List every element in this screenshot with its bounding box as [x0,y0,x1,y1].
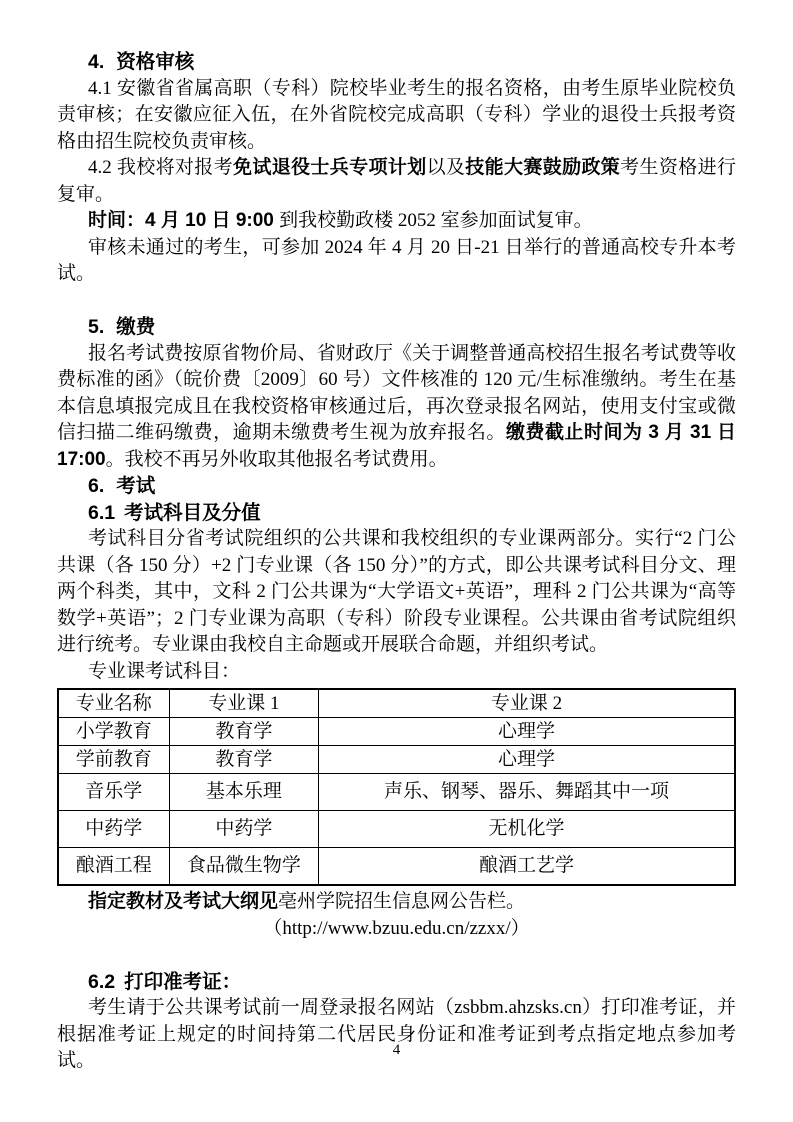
section-6-2-heading [57,969,736,996]
section-5-heading [57,314,736,341]
section-6-2-title: 打印准考证： [124,970,242,993]
bold-exempt-veterans-plan: 免试退役士兵专项计划 [233,157,427,178]
table-row [58,746,735,774]
para-4-2-text: 以及 [426,157,466,178]
para-interview-time-text: 到我校勤政楼 2052 室参加面试复审。 [279,210,593,231]
table-cell: 学前教育 [58,746,169,774]
para-review-fail: 审核未通过的考生，可参加 2024 年 4 月 20 日-21 日举行的普通高校专升本考试。 [57,236,736,284]
section-5-title: 缴费 [116,316,156,338]
section-6-heading [57,473,736,500]
para-payment-text: 报名考试费按原省物价局、省财政厅《关于调整普通高校招生报名考试费等收费标准的函》（皖价费〔2009〕60 号）文件核准的 120 元/生标准缴纳。考生在基本信息填报完成且在我校资格审核通过后，再次登录报名网站，使用支付宝或微信扫描二维码缴费，逾期未缴费考生视为放弃报名。 [57,342,736,443]
table-row [58,774,735,811]
table-header-cell-major: 专业名称 [58,689,169,718]
para-print-ticket: 考生请于公共课考试前一周登录报名网站（zsbbm.ahzsks.cn）打印准考证，并根据准考证上规定的时间持第二代居民身份证和准考证到考点指定地点参加考试。 [57,997,736,1071]
para-4-2-text: 4.2 我校将对报考 [88,157,233,178]
table-header-cell-subject1: 专业课 1 [169,689,319,718]
section-4-number: 4. [88,51,105,73]
table-cell: 声乐、钢琴、器乐、舞蹈其中一项 [319,774,735,811]
bold-textbook-outline: 指定教材及考试大纲见 [88,891,279,912]
para-exam-subjects: 考试科目分省考试院组织的公共课和我校组织的专业课两部分。实行“2 门公共课（各 150 分）+2 门专业课（各 150 分）”的方式，即公共课考试科目分文、理两个科类，其中，文科 2 门公共课为“大学语文+英语”，理科 2 门公共课为“高等数学+英语”；2 门专业课为高职（专科）阶段专业课程。公共课由省考试院组织进行统考。专业课由我校自主命题或开展联合命题，并组织考试。 [57,528,736,655]
table-cell: 无机化学 [319,811,735,848]
table-row [58,811,735,848]
section-6-1-number: 6.1 [88,501,116,524]
table-cell: 基本乐理 [169,774,319,811]
table-cell: 心理学 [319,746,735,774]
table-cell: 小学教育 [58,718,169,746]
section-4-heading [57,49,736,76]
table-cell: 教育学 [169,746,319,774]
section-5-number: 5. [88,316,105,338]
para-textbook-text: 亳州学院招生信息网公告栏。 [278,891,526,912]
para-payment [57,341,736,474]
para-textbook [57,889,736,916]
page-number: 4 [392,1042,401,1058]
table-header-row [58,689,735,718]
table-cell: 中药学 [58,811,169,848]
section-6-1-heading [57,500,736,527]
bold-interview-time: 时间：4 月 10 日 9:00 [88,210,280,231]
bold-payment-deadline: 缴费截止时间为 3 月 31 日 17:00 [57,422,736,470]
table-row [58,718,735,746]
section-6-number: 6. [88,475,105,497]
table-header-cell-subject2: 专业课 2 [319,689,735,718]
para-4-1: 4.1 安徽省省属高职（专科）院校毕业考生的报名资格，由考生原毕业院校负责审核；在安徽应征入伍，在外省院校完成高职（专科）学业的退役士兵报考资格由招生院校负责审核。 [57,77,736,152]
para-4-2-text: 考生资格进行复审。 [57,157,736,205]
table-row [58,848,735,886]
table-cell: 音乐学 [58,774,169,811]
admission-info-url: （http://www.bzuu.edu.cn/zzxx/） [263,917,530,939]
section-6-2-number: 6.2 [88,970,116,993]
table-cell: 心理学 [319,718,735,746]
table-cell: 食品微生物学 [169,848,319,886]
table-cell: 中药学 [169,811,319,848]
para-table-intro: 专业课考试科目： [88,660,241,682]
para-payment-text: 。我校不再另外收取其他报名考试费用。 [105,448,448,470]
table-cell: 酿酒工程 [58,848,169,886]
subject-table [57,688,736,886]
section-4-title: 资格审核 [116,51,195,73]
para-4-2 [57,155,736,208]
para-interview-time [57,208,736,235]
table-cell: 教育学 [169,718,319,746]
section-6-title: 考试 [116,475,156,497]
table-cell: 酿酒工艺学 [319,848,735,886]
bold-skills-competition-policy: 技能大赛鼓励政策 [465,157,621,178]
section-6-1-title: 考试科目及分值 [124,501,261,524]
